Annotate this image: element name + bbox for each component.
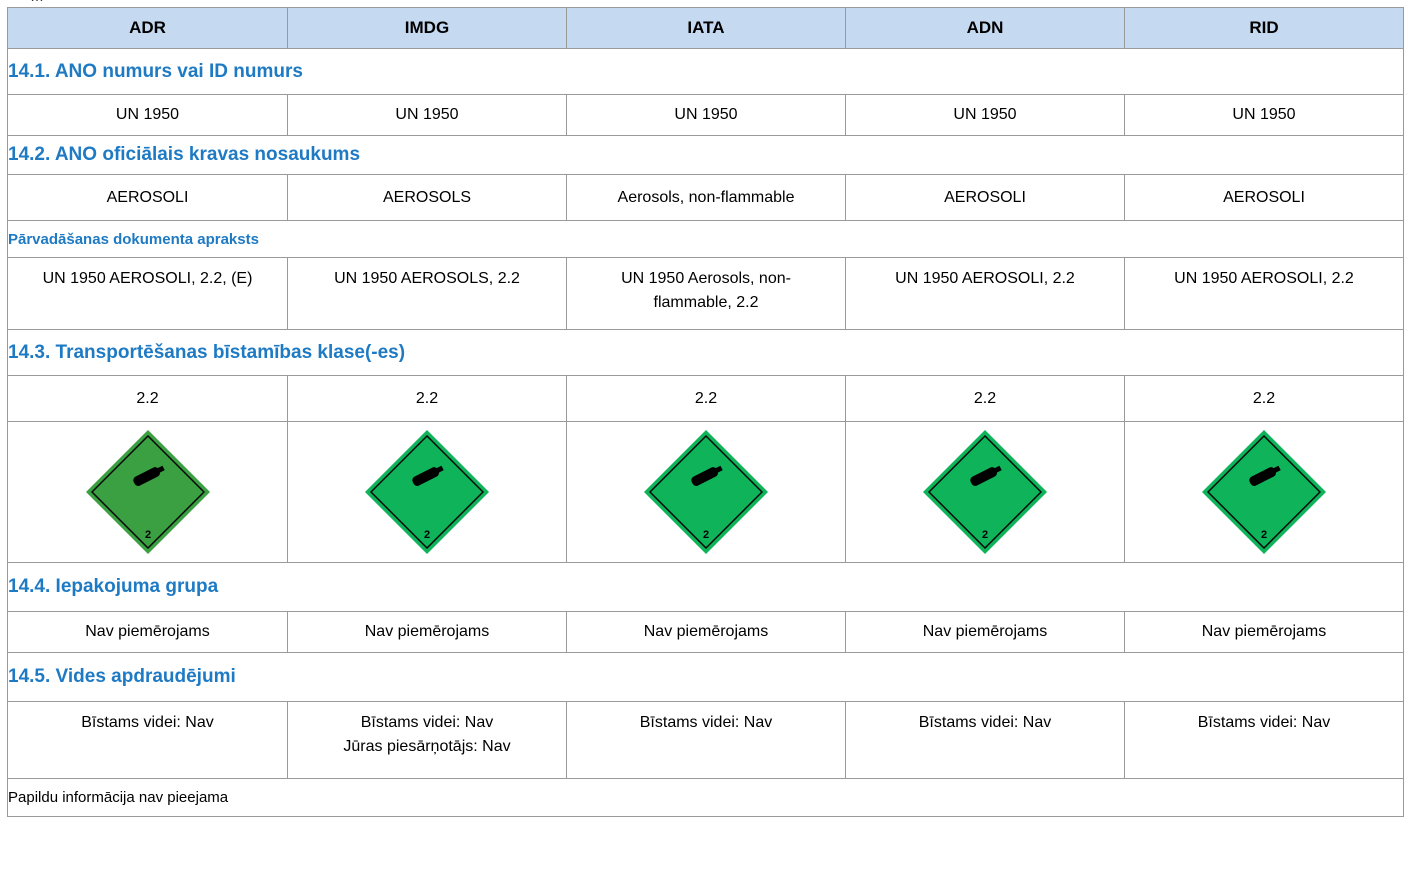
gas-cylinder-icon: [362, 427, 492, 557]
cell-adn: Nav piemērojams: [846, 612, 1125, 653]
cell-iata: [567, 258, 846, 330]
transport-info-table: [7, 7, 1404, 817]
cell-rid: UN 1950: [1125, 95, 1404, 136]
cell-imdg: AEROSOLS: [288, 175, 567, 221]
gas-cylinder-icon: [83, 427, 213, 557]
cell-adr: UN 1950: [8, 95, 288, 136]
svg-text:2: 2: [1260, 529, 1268, 541]
section-shipping-name: [8, 136, 1404, 175]
section-title: Pārvadāšanas dokumenta apraksts: [8, 221, 1404, 258]
table-row: [8, 612, 1404, 653]
footer-note-row: [8, 779, 1404, 817]
cell-iata: Bīstams videi: Nav: [567, 702, 846, 779]
section-title: 14.1. ANO numurs vai ID numurs: [8, 49, 1404, 95]
gas-cylinder-icon: [1199, 427, 1329, 557]
cell-iata: 2.2: [567, 376, 846, 422]
svg-text:2: 2: [144, 529, 151, 541]
cell-adr: Bīstams videi: Nav: [8, 702, 288, 779]
table-row: [8, 175, 1404, 221]
section-title: 14.2. ANO oficiālais kravas nosaukums: [8, 136, 1404, 175]
cell-adn: UN 1950 AEROSOLI, 2.2: [846, 258, 1125, 330]
col-header-rid: RID: [1125, 8, 1404, 49]
cell-adn: Bīstams videi: Nav: [846, 702, 1125, 779]
section-hazard-class: [8, 330, 1404, 376]
svg-text:2: 2: [702, 529, 710, 541]
hazard-label-cell: [8, 422, 288, 563]
cell-text-extra: Jūras piesārņotājs: Nav: [343, 738, 511, 755]
svg-text:2: 2: [981, 529, 989, 541]
col-header-adn: ADN: [846, 8, 1125, 49]
section-title: 14.3. Transportēšanas bīstamības klase(-es): [8, 330, 1404, 376]
cell-imdg: [288, 702, 567, 779]
hazard-label-cell: [288, 422, 567, 563]
hazard-label-row: [8, 422, 1404, 563]
cell-imdg: Nav piemērojams: [288, 612, 567, 653]
col-header-imdg: IMDG: [288, 8, 567, 49]
section-un-number: [8, 49, 1404, 95]
cell-text: Bīstams videi: Nav: [360, 714, 494, 731]
cell-adr: Nav piemērojams: [8, 612, 288, 653]
cell-text: UN 1950 Aerosols, non-flammable, 2.2: [621, 270, 791, 311]
cell-adr: AEROSOLI: [8, 175, 288, 221]
cell-adr: 2.2: [8, 376, 288, 422]
section-transport-doc: [8, 221, 1404, 258]
gas-cylinder-icon: [641, 427, 771, 557]
hazard-label-cell: [1125, 422, 1404, 563]
cell-imdg: UN 1950: [288, 95, 567, 136]
cell-imdg: UN 1950 AEROSOLS, 2.2: [288, 258, 567, 330]
cell-adn: UN 1950: [846, 95, 1125, 136]
cell-adn: AEROSOLI: [846, 175, 1125, 221]
hazard-label-cell: [567, 422, 846, 563]
cell-adn: 2.2: [846, 376, 1125, 422]
cell-rid: 2.2: [1125, 376, 1404, 422]
footer-note: Papildu informācija nav pieejama: [8, 779, 1404, 817]
section-title: 14.4. Iepakojuma grupa: [8, 563, 1404, 612]
section-environment: [8, 653, 1404, 702]
cell-iata: Aerosols, non-flammable: [567, 175, 846, 221]
cell-rid: UN 1950 AEROSOLI, 2.2: [1125, 258, 1404, 330]
table-row: [8, 95, 1404, 136]
table-row: [8, 376, 1404, 422]
svg-text:2: 2: [423, 529, 431, 541]
section-packing-group: [8, 563, 1404, 612]
cell-rid: AEROSOLI: [1125, 175, 1404, 221]
cell-iata: Nav piemērojams: [567, 612, 846, 653]
table-header-row: [8, 8, 1404, 49]
cell-text: UN 1950 AEROSOLI, 2.2, (E): [42, 270, 253, 287]
cell-rid: Bīstams videi: Nav: [1125, 702, 1404, 779]
table-row: [8, 702, 1404, 779]
gas-cylinder-icon: [920, 427, 1050, 557]
cell-rid: Nav piemērojams: [1125, 612, 1404, 653]
cell-iata: UN 1950: [567, 95, 846, 136]
col-header-iata: IATA: [567, 8, 846, 49]
hazard-label-cell: [846, 422, 1125, 563]
cell-imdg: 2.2: [288, 376, 567, 422]
section-title: 14.5. Vides apdraudējumi: [8, 653, 1404, 702]
cell-adr: [8, 258, 288, 330]
table-row: [8, 258, 1404, 330]
col-header-adr: ADR: [8, 8, 288, 49]
